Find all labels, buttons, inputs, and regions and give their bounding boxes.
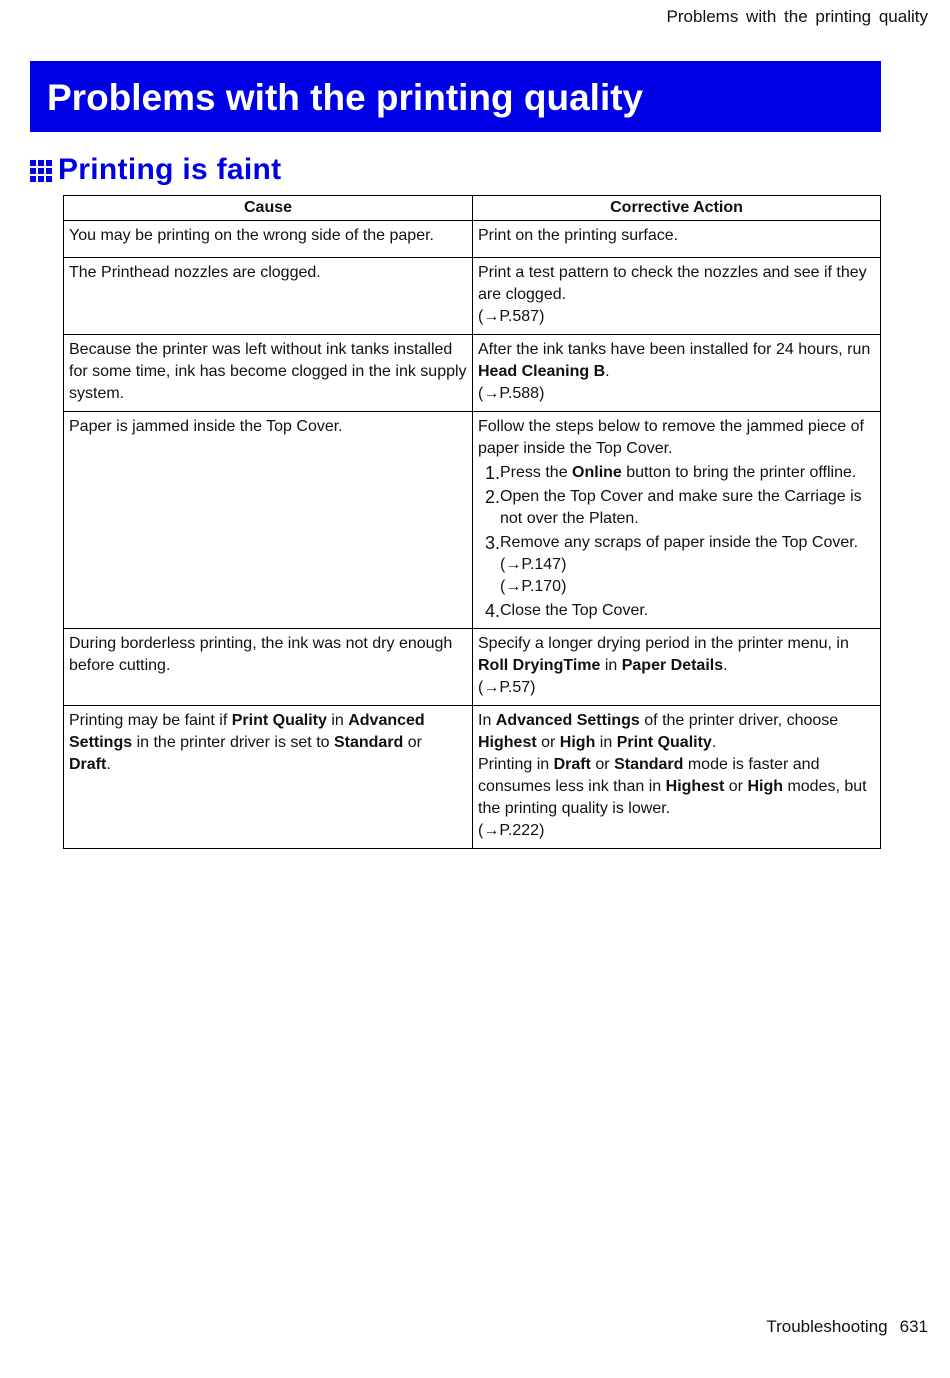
page-number: 631: [899, 1317, 928, 1336]
action-text: in: [595, 734, 617, 751]
setting-name: Standard: [614, 756, 684, 773]
step-text-part: Remove any scraps of paper inside the Top Cover.: [500, 534, 859, 551]
setting-name: High: [559, 734, 596, 751]
action-text: In: [478, 712, 496, 729]
action-text: After the ink tanks have been installed for 24 hours, run: [478, 341, 871, 358]
action-text: of the printer driver, choose: [639, 712, 839, 729]
title-banner: [30, 61, 881, 132]
step-number: 2.: [484, 487, 500, 507]
table-header-row: [64, 196, 881, 221]
setting-name: Print Quality: [231, 712, 327, 729]
setting-name: Draft: [69, 756, 107, 773]
setting-name: Advanced Settings: [69, 712, 425, 751]
action-text: Follow the steps below to remove the jammed piece of paper inside the Top Cover.: [478, 418, 864, 457]
page-reference-link[interactable]: (→P.222): [478, 822, 545, 839]
page-reference-link[interactable]: (→P.57): [478, 679, 536, 696]
action-cell: Print on the printing surface.: [473, 221, 881, 258]
step-item: [478, 532, 875, 598]
action-text: Print a test pattern to check the nozzles and see if they are clogged.: [478, 264, 867, 303]
action-cell: [473, 258, 881, 335]
setting-name: Advanced Settings: [495, 712, 640, 729]
page-reference-link[interactable]: (→P.170): [500, 578, 567, 595]
footer-section-name: Troubleshooting: [766, 1317, 888, 1336]
table-row: [64, 706, 881, 849]
action-text: modes, but the printing quality is lower.: [478, 778, 867, 817]
action-text: .: [605, 363, 610, 380]
action-text: or: [536, 734, 560, 751]
action-text: or: [590, 756, 615, 773]
table-row: [64, 221, 881, 258]
menu-item-name: Paper Details: [621, 657, 724, 674]
table-row: [64, 412, 881, 629]
step-text: Open the Top Cover and make sure the Carriage is not over the Platen.: [500, 488, 862, 527]
action-cell: [473, 335, 881, 412]
cause-column-header: Cause: [64, 196, 473, 221]
action-text: mode is faster and consumes less ink than in: [478, 756, 820, 795]
action-cell: [473, 629, 881, 706]
cause-text: .: [106, 756, 111, 773]
step-list: [478, 462, 875, 622]
table-row: [64, 629, 881, 706]
cause-cell: The Printhead nozzles are clogged.: [64, 258, 473, 335]
button-name: Online: [572, 464, 622, 481]
step-number: 3.: [484, 533, 500, 553]
grid-icon: [30, 160, 52, 182]
section-heading: Printing is faint: [58, 153, 282, 186]
menu-item-name: Roll DryingTime: [478, 657, 601, 674]
cause-text: in: [326, 712, 349, 729]
page-reference-link[interactable]: (→P.587): [478, 308, 545, 325]
step-text: Close the Top Cover.: [500, 602, 649, 619]
cause-text: in the printer driver is set to: [132, 734, 334, 751]
action-text: or: [724, 778, 748, 795]
step-text-part: Press the: [500, 464, 573, 481]
cause-cell: [64, 706, 473, 849]
cause-cell: During borderless printing, the ink was not dry enough before cutting.: [64, 629, 473, 706]
cause-cell: Paper is jammed inside the Top Cover.: [64, 412, 473, 629]
page-title: Problems with the printing quality: [47, 77, 644, 118]
page-reference-link[interactable]: (→P.588): [478, 385, 545, 402]
step-text-part: button to bring the printer offline.: [621, 464, 857, 481]
section-heading-row: [30, 151, 281, 189]
step-text: [500, 462, 875, 484]
page-reference-link[interactable]: (→P.147): [500, 556, 567, 573]
running-head: Problems with the printing quality: [666, 7, 928, 26]
step-item: [478, 600, 875, 622]
setting-name: Highest: [478, 734, 537, 751]
setting-name: Print Quality: [616, 734, 712, 751]
cause-text: or: [403, 734, 422, 751]
table-row: [64, 335, 881, 412]
action-cell: [473, 706, 881, 849]
setting-name: High: [747, 778, 783, 795]
action-cell: [473, 412, 881, 629]
step-number: 1.: [484, 463, 500, 483]
action-text: in: [600, 657, 622, 674]
setting-name: Highest: [665, 778, 725, 795]
action-text: Specify a longer drying period in the printer menu, in: [478, 635, 849, 652]
setting-name: Draft: [553, 756, 591, 773]
step-item: [478, 486, 875, 530]
menu-item-name: Head Cleaning B: [478, 363, 606, 380]
cause-text: Printing may be faint if: [69, 712, 232, 729]
table-row: [64, 258, 881, 335]
step-text: [500, 532, 875, 598]
cause-cell: Because the printer was left without ink tanks installed for some time, ink has become clogged in the ink supply system.: [64, 335, 473, 412]
action-column-header: Corrective Action: [473, 196, 881, 221]
setting-name: Standard: [333, 734, 404, 751]
page-footer: [766, 1317, 928, 1337]
step-item: [478, 462, 875, 484]
troubleshooting-table: [63, 195, 881, 849]
cause-cell: You may be printing on the wrong side of the paper.: [64, 221, 473, 258]
action-text: Printing in: [478, 756, 554, 773]
action-text: .: [711, 734, 717, 751]
action-text: .: [723, 657, 728, 674]
step-number: 4.: [484, 601, 500, 621]
